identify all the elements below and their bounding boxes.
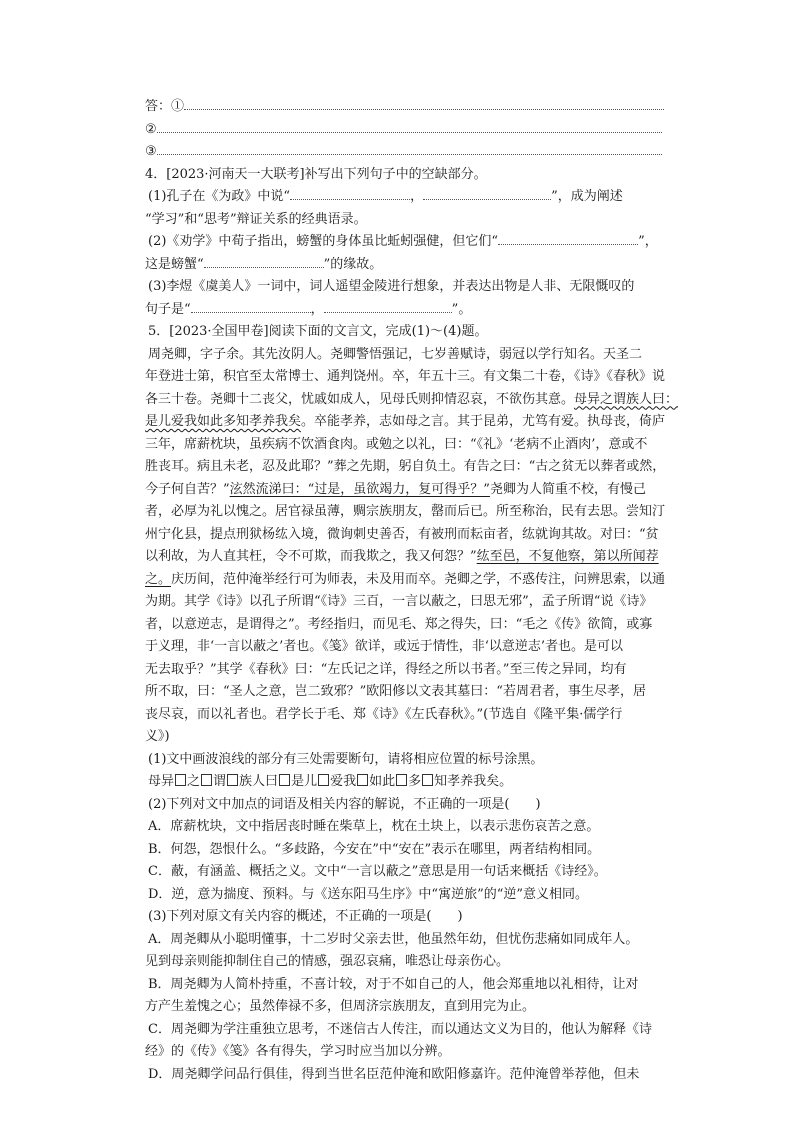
blank <box>157 120 662 133</box>
wavy-underline-text: 是儿爱我如此多知孝养我矣 <box>145 414 302 429</box>
q5-passage-line: 无去取乎？”其学《春秋》曰：“左氏记之详，得经之所以书者。”至三传之异同，均有 <box>145 661 627 677</box>
answer-bubble-a[interactable] <box>175 774 186 786</box>
q5-passage-line: 之。庆历间，范仲淹举经行可为师表，未及用而卒。尧卿之学，不惑传注，问辨思索，以通 <box>145 571 666 587</box>
q4-s2b: ”， <box>638 234 658 249</box>
q5-passage-line: 三年，席薪枕块，虽疾病不饮酒食肉。或勉之以礼，曰：“《礼》‘老病不止酒肉’，意或不 <box>145 436 648 452</box>
underlined-sentence: 之。 <box>145 571 172 587</box>
blank <box>157 142 662 155</box>
answer-line-1 <box>145 96 685 119</box>
q5-passage-line: 是儿爱我如此多知孝养我矣。卒能孝养，志如母之言。其于昆弟，尤笃有爱。执母丧，倚庐 <box>145 414 666 429</box>
q4-header: 4．[2023·河南天一大联考]补写出下列句子中的空缺部分。 <box>145 166 487 182</box>
blank <box>290 187 410 200</box>
document-page <box>145 96 685 1086</box>
q4-s1c: ”，成为阐述 <box>551 189 623 204</box>
q4-s3-line2 <box>145 299 685 322</box>
q5-sub2-option-d: D．逆，意为揣度、预料。与《送东阳马生序》中“寓逆旅”的“逆”意义相同。 <box>148 886 589 902</box>
answer-bubble-h[interactable] <box>422 774 433 786</box>
q4-s2-line2 <box>145 254 685 277</box>
q5-sub3-option-d: D．周尧卿学问品行俱佳，得到当世名臣范仲淹和欧阳修嘉许。范仲淹曾举荐他，但未 <box>148 1066 640 1082</box>
q5-sub3-option-a-cont: 见到母亲则能抑制住自己的情感，强忍哀痛，唯恐让母亲伤心。 <box>145 954 510 969</box>
q4-s3b: 句子是“ <box>145 301 191 317</box>
q5-passage-line: 今子何自苦？”泫然流涕曰：“过是，虽欲竭力，复可得乎？”尧卿为人简重不校，有慢己 <box>145 481 646 497</box>
q5-passage-line: 以利故，为人直其枉，令不可欺，而我欺之，我又何怨？”纮至邑，不复他察，第以所闻荐 <box>145 549 659 564</box>
q4-s3c: ， <box>310 301 324 317</box>
answer-bubble-f[interactable] <box>357 774 368 786</box>
underlined-sentence: 泫然流涕曰：“过是，虽欲竭力，复可得乎？” <box>229 481 490 497</box>
q5-sub1-prompt: (1)文中画波浪线的部分有三处需要断句，请将相应位置的标号涂黑。 <box>148 751 544 767</box>
q5-passage-line: 者，必厚为礼以愧之。居官禄虽薄，赒宗族朋友，罄而后已。所至称治，民有去思。尝知汀 <box>145 504 666 519</box>
q4-s1-line1 <box>145 186 685 209</box>
q5-passage-line: 所不取，曰：“圣人之意，岂二致邪？”欧阳修以文表其墓曰：“若周君者，事生尽孝，居 <box>145 684 646 699</box>
answer-bubble-e[interactable] <box>318 774 329 786</box>
q5-sub2-prompt: (2)下列对文中加点的词语及相关内容的解说，不正确的一项是( ) <box>148 796 541 812</box>
blank <box>423 187 551 200</box>
q4-s1d: “学习”和“思考”辩证关系的经典语录。 <box>145 211 367 227</box>
q4-s2-line1 <box>145 231 685 254</box>
q5-sub1-options: 母异 之 谓 族人曰 是儿 爱我 如此 多 知孝养我矣。 <box>148 774 513 789</box>
q5-sub2-option-a: A．席薪枕块，文中指居丧时睡在柴草上，枕在土块上，以表示悲伤哀苦之意。 <box>148 819 600 834</box>
answer-bubble-d[interactable] <box>279 774 290 786</box>
q5-passage-line: 各三十卷。尧卿十二丧父，忧戚如成人，见母氏则抑情忍哀，不欲伤其意。母异之谓族人曰： <box>145 391 679 407</box>
answer-line-2 <box>145 119 685 142</box>
q5-sub3-option-b: B．周尧卿为人简朴持重，不喜计较，对于不如自己的人，他会郑重地以礼相待，让对 <box>148 976 639 992</box>
blank <box>191 300 311 313</box>
q5-passage-line: 为期。其学《诗》以孔子所谓“《诗》三百，一言以蔽之，曰思无邪”，孟子所谓“说《诗》 <box>145 594 653 609</box>
q4-s2d: ”的缘故。 <box>323 256 383 272</box>
q5-passage-line: 周尧卿，字子余。其先汝阴人。尧卿警悟强记，七岁善赋诗，弱冠以学行知名。天圣二 <box>148 346 643 362</box>
answer-bubble-c[interactable] <box>227 774 238 786</box>
q5-passage-line: 者，以意逆志，是谓得之”。考经指归，而见毛、郑之得失，曰：“毛之《传》欲简，或寡 <box>145 616 653 632</box>
q5-passage-line: 年登进士第，积官至太常博士、通判饶州。卒，年五十三。有文集二十卷，《诗》《春秋》说 <box>145 369 666 384</box>
wavy-underline-text: 母异之谓族人曰： <box>574 391 679 407</box>
answer-bubble-g[interactable] <box>396 774 407 786</box>
q5-sub3-option-c: C．周尧卿为学注重独立思考，不迷信古人传注，而以通达文义为目的，他认为解释《诗 <box>148 1021 652 1037</box>
q4-s3d: ”。 <box>451 301 472 317</box>
blank <box>498 232 638 245</box>
q5-passage-line: 丧尽哀，而以礼者也。君学长于毛、郑《诗》《左氏春秋》。”(节选自《隆平集·儒学行 <box>145 706 623 722</box>
q5-passage-line: 义》) <box>145 729 170 744</box>
answer-line-3 <box>145 141 685 164</box>
blank <box>184 97 664 110</box>
q5-sub2-option-b: B．何怨，怨恨什么。“多歧路，今安在”中“安在”表示在哪里，两者结构相同。 <box>148 841 601 857</box>
answer-bubble-b[interactable] <box>201 774 212 786</box>
q5-sub3-prompt: (3)下列对原文有关内容的概述，不正确的一项是( ) <box>148 909 463 924</box>
q4-s2a: (2)《劝学》中荀子指出，螃蟹的身体虽比蚯蚓强健，但它们“ <box>148 234 499 249</box>
q5-passage-line: 胜丧耳。病且未老，忍及此耶？”葬之先期，躬自负土。有告之曰：“古之贫无以葬者或然， <box>145 459 666 474</box>
q5-passage-line: 州宁化县，提点刑狱杨纮入境，微询刺史善否，有被刑而耘亩者，纮就询其故。对曰：“贫 <box>145 526 659 542</box>
q5-header: 5．[2023·全国甲卷]阅读下面的文言文，完成(1)～(4)题。 <box>148 324 488 339</box>
q5-sub3-option-b-cont: 方产生羞愧之心；虽然俸禄不多，但周济宗族朋友，直到用完为止。 <box>145 999 536 1014</box>
q5-sub2-option-c: C．蔽，有涵盖、概括之义。文中“一言以蔽之”意思是用一句话来概括《诗经》。 <box>148 864 607 879</box>
answer-label-3: ③ <box>145 144 157 159</box>
answer-label-1: 答：① <box>145 99 185 114</box>
q5-passage-line: 于义理，非‘一言以蔽之’者也。《笺》欲详，或远于情性，非‘以意逆志’者也。是可以 <box>145 639 624 654</box>
blank <box>204 255 324 268</box>
q4-s2c: 这是螃蟹“ <box>145 256 204 272</box>
answer-label-2: ② <box>145 121 157 137</box>
q4-s3a: (3)李煜《虞美人》一词中，词人遥望金陵进行想象，并表达出物是人非、无限慨叹的 <box>148 279 635 294</box>
q5-sub3-option-c-cont: 经》的《传》《笺》各有得失，学习时应当加以分辨。 <box>145 1044 451 1059</box>
q4-s1b: ， <box>410 189 424 204</box>
blank <box>324 300 452 313</box>
q5-sub3-option-a: A．周尧卿从小聪明懂事，十二岁时父亲去世，他虽然年幼，但忧伤悲痛如同成年人。 <box>148 931 639 947</box>
underlined-sentence: 纮至邑，不复他察，第以所闻荐 <box>476 549 659 564</box>
q4-s1a: (1)孔子在《为政》中说“ <box>148 189 291 204</box>
